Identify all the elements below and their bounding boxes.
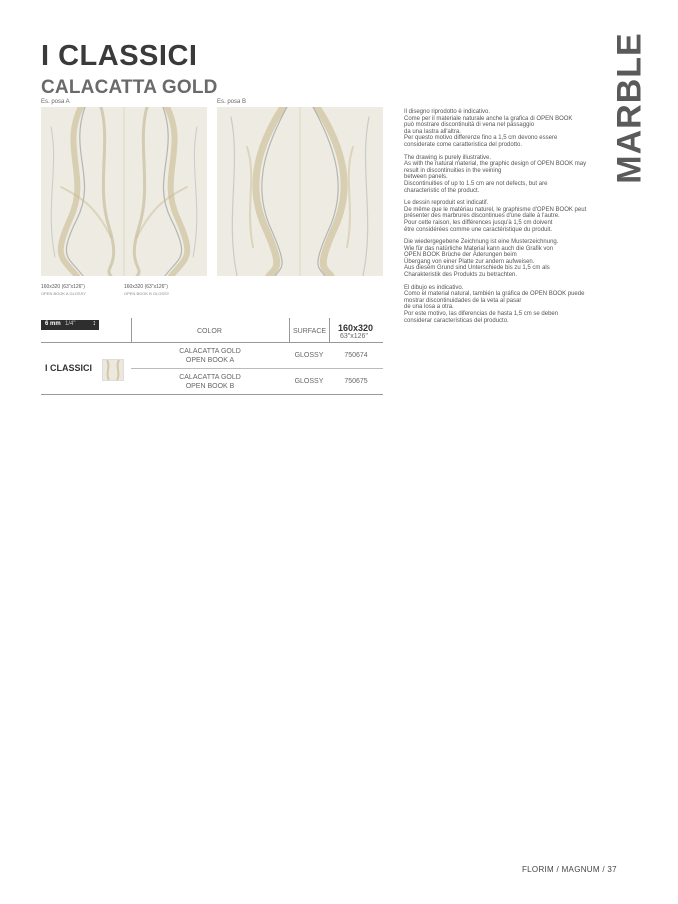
note-french	[404, 200, 604, 233]
note-line: considerate come caratteristica del prodotto.	[404, 141, 523, 148]
color-line1: CALACATTA GOLD	[179, 348, 241, 355]
thickness-arrow-icon: ↕	[92, 320, 96, 327]
note-spanish	[404, 285, 604, 325]
note-line: between panels.	[404, 174, 448, 181]
row-code: 750674	[344, 352, 368, 359]
row-color	[131, 373, 289, 391]
note-line: Como el material natural, también la gráfica de OPEN BOOK puede	[404, 291, 585, 298]
column-divider	[289, 318, 290, 342]
disclaimer-notes	[404, 109, 604, 330]
page-subtitle: CALACATTA GOLD	[41, 77, 218, 98]
panel-b-size: 160x320 (63"x126")	[124, 284, 168, 290]
note-german	[404, 239, 604, 279]
header-size-inch: 63"x126"	[340, 333, 368, 340]
note-line: de una losa a otra.	[404, 304, 454, 311]
note-line: mostrar discontinuidades de la veta al pasar	[404, 297, 522, 304]
open-book-b-image	[217, 107, 383, 276]
note-line: As with the natural material, the graphic design of OPEN BOOK may	[404, 161, 587, 168]
note-line: result in discontinuities in the veining	[404, 167, 502, 174]
collection-block	[41, 343, 383, 395]
column-divider	[329, 318, 330, 342]
note-line: Pour cette raison, les différences jusqu'à 1,5 cm doivent	[404, 219, 553, 226]
note-line: être considérées comme une caractéristique du produit.	[404, 226, 553, 233]
note-line: Discontinuities of up to 1.5 cm are not defects, but are	[404, 180, 548, 187]
note-line: The drawing is purely illustrative.	[404, 154, 492, 161]
note-line: Come per il materiale naturale anche la grafica di OPEN BOOK	[404, 115, 573, 122]
thickness-inch: 1/4"	[65, 321, 76, 327]
note-line: Le dessin reproduit est indicatif.	[404, 200, 489, 207]
thickness-mm: 6 mm	[45, 321, 61, 327]
row-color	[131, 347, 289, 365]
note-line: El dibujo es indicativo.	[404, 284, 464, 291]
page-title: I CLASSICI	[41, 40, 198, 72]
pose-b-label: Es. posa B	[217, 99, 247, 105]
row-surface: GLOSSY	[294, 352, 324, 359]
table-row	[131, 343, 383, 369]
header-color: COLOR	[197, 328, 222, 335]
header-size: 160x320	[338, 323, 374, 333]
color-line1: CALACATTA GOLD	[179, 374, 241, 381]
page-footer: FLORIM / MAGNUM / 37	[522, 865, 617, 874]
collection-name: I CLASSICI	[45, 363, 93, 373]
note-line: considerar características del producto.	[404, 317, 509, 324]
category-side-title	[606, 32, 654, 184]
header-surface: SURFACE	[293, 328, 327, 335]
note-line: da una lastra all'altra.	[404, 128, 461, 135]
note-line: Il disegno riprodotto è indicativo.	[404, 109, 491, 115]
table-header-row	[41, 318, 383, 343]
color-line2: OPEN BOOK B	[185, 383, 235, 390]
note-line: présenter des marbrures discontinues d'une dalle à l'autre.	[404, 213, 560, 220]
note-line: De même que le matériau naturel, le graphisme d'OPEN BOOK peut	[404, 206, 587, 213]
product-spec-table	[41, 318, 383, 395]
note-line: può mostrare discontinuità di vena nel passaggio	[404, 122, 535, 129]
panel-a-size: 160x320 (63"x126")	[41, 284, 85, 290]
panel-a-finish: OPEN BOOK A GLOSSY	[41, 291, 86, 296]
pose-a-label: Es. posa A	[41, 99, 70, 105]
note-line: OPEN BOOK Brüche der Äderungen beim	[404, 252, 517, 259]
row-code: 750675	[344, 378, 368, 385]
note-line: characteristic of the product.	[404, 187, 480, 194]
note-italian	[404, 109, 604, 149]
table-row	[41, 368, 383, 395]
note-line: Charakteristik des Produkts zu betrachten.	[404, 272, 518, 279]
note-line: Wie für das natürliche Material kann auch die Grafik von	[404, 245, 554, 252]
thickness-badge	[41, 320, 99, 330]
category-side-title-text: MARBLE	[610, 32, 649, 184]
note-line: Por este motivo, las diferencias de hasta 1,5 cm se deben	[404, 311, 559, 318]
note-line: Aus diesem Grund sind Unterschiede bis zu 1,5 cm als	[404, 265, 550, 272]
row-surface: GLOSSY	[294, 378, 324, 385]
panel-b-finish: OPEN BOOK B GLOSSY	[124, 291, 170, 296]
column-divider	[131, 318, 132, 342]
color-line2: OPEN BOOK A	[185, 357, 235, 364]
note-english	[404, 155, 604, 195]
note-line: Die wiedergegebene Zeichnung ist eine Musterzeichnung.	[404, 239, 559, 246]
note-line: Übergang von einer Platte zur andern aufweisen.	[404, 258, 535, 265]
note-line: Per questo motivo differenze fino a 1,5 cm devono essere	[404, 135, 558, 142]
open-book-a-image	[41, 107, 207, 276]
